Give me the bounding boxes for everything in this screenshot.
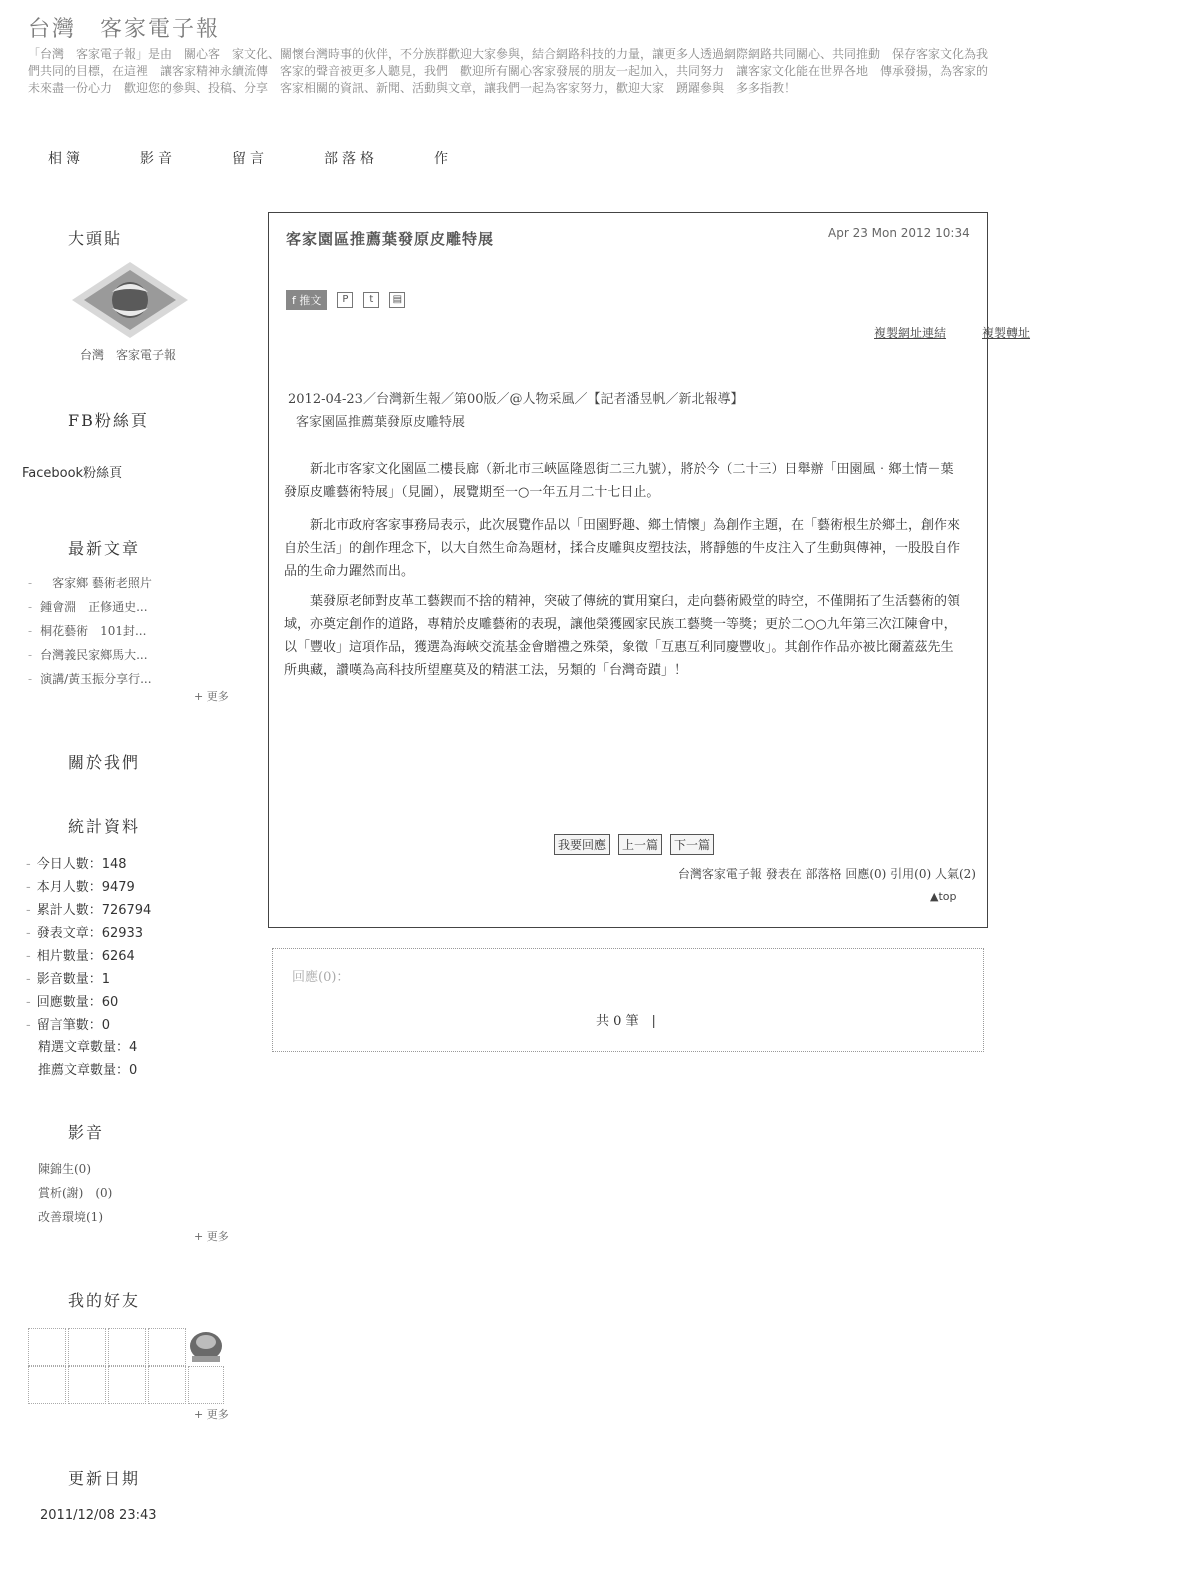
media-item[interactable]: 改善環境(1)	[38, 1210, 103, 1224]
stat-featured: 精選文章數量：4	[38, 1040, 138, 1055]
reply-label: 回應(0)：	[292, 970, 350, 985]
latest-item[interactable]: - 客家鄉 藝術老照片	[28, 576, 152, 590]
stat-videos: - 影音數量：1	[26, 972, 110, 987]
site-title[interactable]: 台灣 客家電子報	[28, 17, 221, 42]
post-footer-meta[interactable]: 台灣客家電子報 發表在 部落格 回應(0) 引用(0) 人氣(2)	[677, 867, 976, 881]
media-more-link[interactable]: + 更多	[194, 1230, 229, 1243]
friend-slot[interactable]	[108, 1366, 146, 1404]
stat-recommended: 推薦文章數量：0	[38, 1063, 138, 1078]
post-pager	[554, 834, 722, 855]
post-paragraph: 葉發原老師對皮革工藝鍥而不捨的精神，突破了傳統的實用窠臼，走向藝術殿堂的時空，不僅開拓了生活藝術的領域，亦奠定創作的道路，專精於皮雕藝術的表現，讓他榮獲國家民族工藝獎一等獎；更於二○○九年第三次江陳會中，以「豐收」這項作品，獲選為海峽交流基金會贈禮之殊榮，象徵「互惠互利同慶豐收」。其創作作品亦被比爾蓋茲先生所典藏，讚嘆為高科技所望塵莫及的精湛工法，另類的「台灣奇蹟」！	[284, 594, 961, 678]
post-date: Apr 23 Mon 2012 10:34	[828, 226, 970, 240]
friend-slot[interactable]	[148, 1366, 186, 1404]
latest-item[interactable]: - 演講/黃玉振分享行...	[28, 672, 152, 686]
post-source-line: 2012-04-23／台灣新生報／第00版／@人物采風／【記者潘昱帆／新北報導】	[288, 392, 744, 407]
copy-link-button[interactable]: 複製網址連結	[874, 326, 947, 340]
latest-heading: 最新文章	[68, 539, 141, 558]
friend-slot[interactable]	[28, 1366, 66, 1404]
share-facebook-button[interactable]: f 推文	[286, 290, 327, 310]
copy-url-button[interactable]: 複製轉址	[982, 326, 1031, 340]
media-item[interactable]: 陳錦生(0)	[38, 1162, 91, 1176]
share-plurk-icon[interactable]: P	[337, 292, 353, 308]
friend-slot[interactable]	[148, 1328, 186, 1366]
update-date: 2011/12/08 23:43	[40, 1508, 157, 1523]
reply-section	[272, 948, 984, 1052]
stat-month: - 本月人數：9479	[26, 880, 135, 895]
stat-replies: - 回應數量：60	[26, 995, 119, 1010]
stat-total: - 累計人數：726794	[26, 903, 152, 918]
friend-slot[interactable]	[68, 1328, 106, 1366]
friend-slot[interactable]	[68, 1366, 106, 1404]
update-heading: 更新日期	[68, 1469, 141, 1488]
share-bar	[286, 290, 415, 310]
reply-count: 共 0 筆 |	[596, 1014, 656, 1029]
nav-guestbook[interactable]: 留言	[232, 151, 268, 167]
about-heading[interactable]: 關於我們	[68, 753, 141, 772]
profile-heading: 大頭貼	[68, 229, 123, 248]
friend-slot[interactable]	[28, 1328, 66, 1366]
media-heading: 影音	[68, 1123, 105, 1142]
latest-more-link[interactable]: + 更多	[194, 690, 229, 703]
top-nav	[48, 148, 508, 168]
friend-slot[interactable]	[188, 1366, 224, 1404]
stat-guestbook: - 留言筆數：0	[26, 1018, 110, 1033]
latest-item[interactable]: - 鍾會淵 正修通史...	[28, 600, 148, 614]
back-to-top-link[interactable]: ▲top	[930, 890, 957, 903]
share-print-icon[interactable]: ▤	[389, 292, 405, 308]
latest-item[interactable]: - 台灣義民家鄉馬大...	[28, 648, 148, 662]
stat-today: - 今日人數：148	[26, 857, 127, 872]
profile-name[interactable]: 台灣 客家電子報	[80, 348, 177, 362]
friends-heading: 我的好友	[68, 1291, 141, 1310]
friends-grid	[28, 1328, 224, 1404]
nav-video[interactable]: 影音	[140, 151, 176, 167]
nav-blog[interactable]: 部落格	[324, 151, 378, 167]
next-post-button[interactable]: 下一篇	[670, 834, 714, 855]
share-twitter-icon[interactable]: t	[363, 292, 379, 308]
post-paragraph: 新北市客家文化園區二樓長廊（新北市三峽區隆恩街二三九號），將於今（二十三）日舉辦「田園風‧鄉土情－葉發原皮雕藝術特展」（見圖），展覽期至一○一年五月二十七日止。	[284, 462, 954, 500]
post-subtitle: 客家園區推薦葉發原皮雕特展	[296, 415, 466, 430]
media-item[interactable]: 賞析(謝) (0)	[38, 1186, 113, 1200]
post-paragraph: 新北市政府客家事務局表示，此次展覽作品以「田園野趣、鄉土情懷」為創作主題，在「藝術根生於鄉土，創作來自於生活」的創作理念下，以大自然生命為題材，揉合皮雕與皮塑技法，將靜態的牛皮注入了生動與傳神，一股股自作品的生命力躍然而出。	[284, 518, 961, 579]
nav-works[interactable]: 作	[434, 151, 452, 167]
friend-slot[interactable]	[108, 1328, 146, 1366]
fb-fanpage-link[interactable]: Facebook粉絲頁	[22, 466, 123, 481]
post-title[interactable]: 客家園區推薦葉發原皮雕特展	[286, 230, 495, 248]
fb-heading: FB粉絲頁	[68, 411, 149, 430]
prev-post-button[interactable]: 上一篇	[618, 834, 662, 855]
reply-button[interactable]: 我要回應	[554, 834, 610, 855]
stat-photos: - 相片數量：6264	[26, 949, 135, 964]
friends-more-link[interactable]: + 更多	[194, 1408, 229, 1421]
site-description: 「台灣 客家電子報」是由 關心客 家文化、關懷台灣時事的伙伴，不分族群歡迎大家參與，結合網路科技的力量，讓更多人透過網際網路共同關心、共同推動 保存客家文化為我們共同的目標，在這裡 讓客家精神永續流傳 客家的聲音被更多人聽見，我們 歡迎所有關心客家發展的朋友一起加入，共同努力 讓客家文化能在世界各地 傳承發揚，為客家的未來盡一份心力 歡迎您的參與、投稿、分享 客家相關的資訊、新聞、活動與文章，讓我們一起為客家努力，歡迎大家 踴躍參與 多多指教！	[28, 47, 989, 95]
profile-logo[interactable]	[72, 262, 188, 338]
friend-avatar[interactable]	[188, 1328, 224, 1366]
nav-album[interactable]: 相簿	[48, 151, 84, 167]
stats-heading: 統計資料	[68, 817, 141, 836]
stat-posts: - 發表文章：62933	[26, 926, 144, 941]
latest-item[interactable]: - 桐花藝術 101封...	[28, 624, 147, 638]
